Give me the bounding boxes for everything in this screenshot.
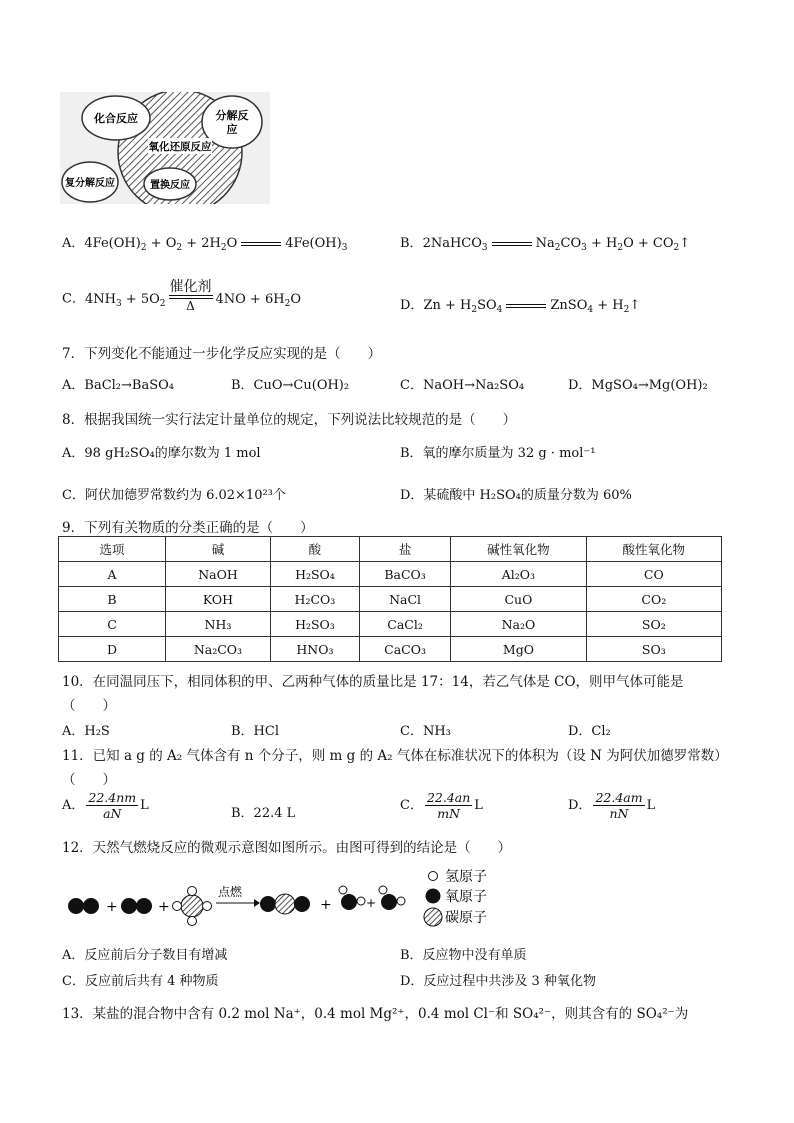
table-cell: A: [59, 562, 166, 587]
table-header-row: [59, 537, 722, 562]
hydrogen-atom: [188, 917, 197, 926]
classification-table: [58, 536, 722, 662]
q11-d-num: 22.4am: [595, 790, 643, 805]
carbon-atom: [181, 895, 203, 917]
hydrogen-atom: [397, 897, 405, 905]
ignite-label: 点燃: [218, 885, 243, 899]
q11-c-fraction: [425, 790, 472, 821]
q12-option-b[interactable]: B．反应物中没有单质: [400, 948, 527, 963]
hydrogen-atom: [188, 887, 197, 896]
q7-option-a[interactable]: A．BaCl₂→BaSO₄: [62, 378, 174, 393]
q9-stem: 9．下列有关物质的分类正确的是（ ）: [62, 520, 314, 536]
q11-a-fraction: [86, 790, 138, 821]
q10-option-b[interactable]: B．HCl: [231, 724, 279, 739]
oxygen-atom: [381, 894, 397, 910]
q10-option-d[interactable]: D．Cl₂: [568, 724, 611, 739]
table-cell: B: [59, 587, 166, 612]
table-row: [59, 587, 722, 612]
header-acidic-oxide: 酸性氧化物: [586, 537, 721, 562]
hydrogen-atom: [339, 886, 347, 894]
hydrogen-atom: [173, 902, 182, 911]
q6-c-equation: $4NH_3 + 5O_2$ 催化剂 Δ $4NO + 6H_2O$: [84, 279, 301, 313]
table-cell: KOH: [166, 587, 271, 612]
table-cell: H₂CO₃: [270, 587, 359, 612]
table-cell: H₂SO₃: [270, 612, 359, 637]
q6-b-equation: 2NaHCO$_3$ $Na_2CO_3 + H_2O$ + $CO_2↑$: [422, 236, 691, 253]
plus-sign: +: [158, 899, 170, 915]
q8-option-d[interactable]: D．某硫酸中 H₂SO₄的质量分数为 60%: [400, 488, 632, 503]
table-row: [59, 562, 722, 587]
label-decomposition-2: 应: [226, 123, 238, 136]
combustion-micro-diagram: [62, 862, 512, 932]
legend-carbon-icon: [424, 908, 442, 926]
q6-a-label: A．: [62, 236, 85, 251]
q8-option-c[interactable]: C．阿伏加德罗常数约为 6.02×10²³个: [62, 488, 286, 503]
header-option: 选项: [59, 537, 166, 562]
legend-oxygen-icon: [426, 889, 441, 904]
table-cell: CO: [586, 562, 721, 587]
q11-c-unit: L: [474, 798, 483, 813]
q11-a-num: 22.4nm: [88, 790, 137, 805]
carbon-atom: [275, 894, 295, 914]
plus-sign: +: [366, 896, 377, 910]
q11-option-c[interactable]: [400, 790, 483, 821]
q6-a-equation: $4Fe(OH)_2 + O_2 + 2H_2O$ $4Fe(OH)_3$: [84, 236, 348, 253]
oxygen-atom: [83, 898, 99, 914]
label-double-decomposition: 复分解反应: [65, 178, 115, 189]
oxygen-atom: [68, 898, 84, 914]
q6-c-heat: Δ: [186, 299, 195, 313]
hydrogen-atom: [379, 886, 387, 894]
q11-paren: （ ）: [62, 772, 116, 788]
table-cell: C: [59, 612, 166, 637]
plus-sign: +: [320, 897, 332, 913]
table-cell: NaOH: [166, 562, 271, 587]
q11-stem: 11．已知 a g 的 A₂ 气体含有 n 个分子，则 m g 的 A₂ 气体在标准状况下的体积为（设 N 为阿伏加德罗常数）: [62, 748, 728, 764]
table-row: [59, 612, 722, 637]
q11-a-den: aN: [103, 806, 122, 821]
label-combination: 化合反应: [94, 112, 138, 125]
q12-option-d[interactable]: D．反应过程中共涉及 3 种氧化物: [400, 974, 596, 989]
table-cell: SO₃: [586, 637, 721, 662]
table-cell: NH₃: [166, 612, 271, 637]
header-acid: 酸: [270, 537, 359, 562]
oxygen-atom: [341, 894, 357, 910]
oxygen-atom: [260, 896, 276, 912]
q6-d-label: D．: [400, 298, 424, 313]
legend-carbon-label: 碳原子: [445, 910, 487, 926]
q12-option-c[interactable]: C．反应前后共有 4 种物质: [62, 974, 219, 989]
q6-c-condition: [169, 279, 213, 313]
q11-c-num: 22.4an: [426, 790, 471, 805]
q11-d-unit: L: [646, 798, 656, 813]
q13-stem: 13．某盐的混合物中含有 0.2 mol Na⁺，0.4 mol Mg²⁺，0.4 mol Cl⁻和 SO₄²⁻，则其含有的 SO₄²⁻为: [62, 1006, 689, 1022]
q11-c-den: mN: [437, 806, 461, 821]
oxygen-atom: [136, 898, 152, 914]
table-cell: CO₂: [586, 587, 721, 612]
table-cell: D: [59, 637, 166, 662]
table-cell: SO₂: [586, 612, 721, 637]
reaction-venn-diagram: [60, 92, 270, 204]
legend-oxygen-label: 氧原子: [445, 889, 487, 905]
q10-paren: （ ）: [62, 698, 116, 714]
q8-option-b[interactable]: B．氧的摩尔质量为 32 g · mol⁻¹: [400, 446, 596, 461]
table-cell: CuO: [451, 587, 586, 612]
table-cell: BaCO₃: [359, 562, 450, 587]
q6-b-label: B．: [400, 236, 423, 251]
q6-c-label: C．: [62, 291, 85, 307]
q6-option-d[interactable]: [400, 294, 640, 315]
label-decomposition-1: 分解反: [215, 109, 249, 122]
legend-hydrogen-label: 氢原子: [445, 869, 487, 885]
q7-option-c[interactable]: C．NaOH→Na₂SO₄: [400, 378, 525, 393]
table-cell: HNO₃: [270, 637, 359, 662]
hydrogen-atom: [203, 902, 212, 911]
table-cell: Na₂O: [451, 612, 586, 637]
reaction-arrowhead: [254, 899, 260, 907]
oxygen-atom: [121, 898, 137, 914]
q10-option-a[interactable]: A．H₂S: [62, 724, 110, 739]
q11-option-b[interactable]: B．22.4 L: [231, 806, 296, 821]
plus-sign: +: [106, 899, 118, 915]
q11-a-label: A．: [62, 798, 85, 813]
q11-a-unit: L: [140, 798, 149, 813]
oxygen-atom: [294, 896, 310, 912]
q7-stem: 7．下列变化不能通过一步化学反应实现的是（ ）: [62, 346, 382, 362]
q10-option-c[interactable]: C．NH₃: [400, 724, 451, 739]
table-cell: CaCO₃: [359, 637, 450, 662]
q6-option-a[interactable]: [62, 232, 347, 253]
q11-d-label: D．: [568, 798, 592, 813]
q7-option-b[interactable]: B．CuO→Cu(OH)₂: [231, 378, 350, 393]
header-base: 碱: [166, 537, 271, 562]
table-cell: Na₂CO₃: [166, 637, 271, 662]
q8-stem: 8．根据我国统一实行法定计量单位的规定，下列说法比较规范的是（ ）: [62, 412, 517, 428]
label-redox: 氧化还原反应: [148, 141, 212, 153]
table-cell: NaCl: [359, 587, 450, 612]
q11-option-a[interactable]: [62, 790, 149, 821]
hydrogen-atom: [357, 897, 365, 905]
q6-d-equation: $Zn + H_2SO_4$ ZnSO$_4$ + $H_2↑$: [423, 298, 641, 315]
header-basic-oxide: 碱性氧化物: [451, 537, 586, 562]
q6-option-c[interactable]: [62, 279, 301, 316]
table-cell: Al₂O₃: [451, 562, 586, 587]
header-salt: 盐: [359, 537, 450, 562]
q8-option-a[interactable]: A．98 gH₂SO₄的摩尔数为 1 mol: [62, 446, 261, 461]
q12-stem: 12．天然气燃烧反应的微观示意图如图所示。由图可得到的结论是（ ）: [62, 840, 512, 856]
table-cell: CaCl₂: [359, 612, 450, 637]
q12-option-a[interactable]: A．反应前后分子数目有增减: [62, 948, 228, 963]
q11-d-den: nN: [609, 806, 629, 821]
label-displacement: 置换反应: [150, 180, 190, 191]
q6-option-b[interactable]: [400, 232, 690, 253]
q11-c-label: C．: [400, 798, 423, 813]
table-cell: MgO: [451, 637, 586, 662]
legend-hydrogen-icon: [429, 872, 438, 881]
q7-option-d[interactable]: D．MgSO₄→Mg(OH)₂: [568, 378, 708, 393]
q11-d-fraction: [593, 790, 644, 821]
q11-option-d[interactable]: [568, 790, 655, 821]
q6-c-catalyst: 催化剂: [169, 279, 212, 295]
table-row: [59, 637, 722, 662]
q10-stem: 10．在同温同压下，相同体积的甲、乙两种气体的质量比是 17：14，若乙气体是 CO，则甲气体可能是: [62, 674, 684, 690]
table-cell: H₂SO₄: [270, 562, 359, 587]
